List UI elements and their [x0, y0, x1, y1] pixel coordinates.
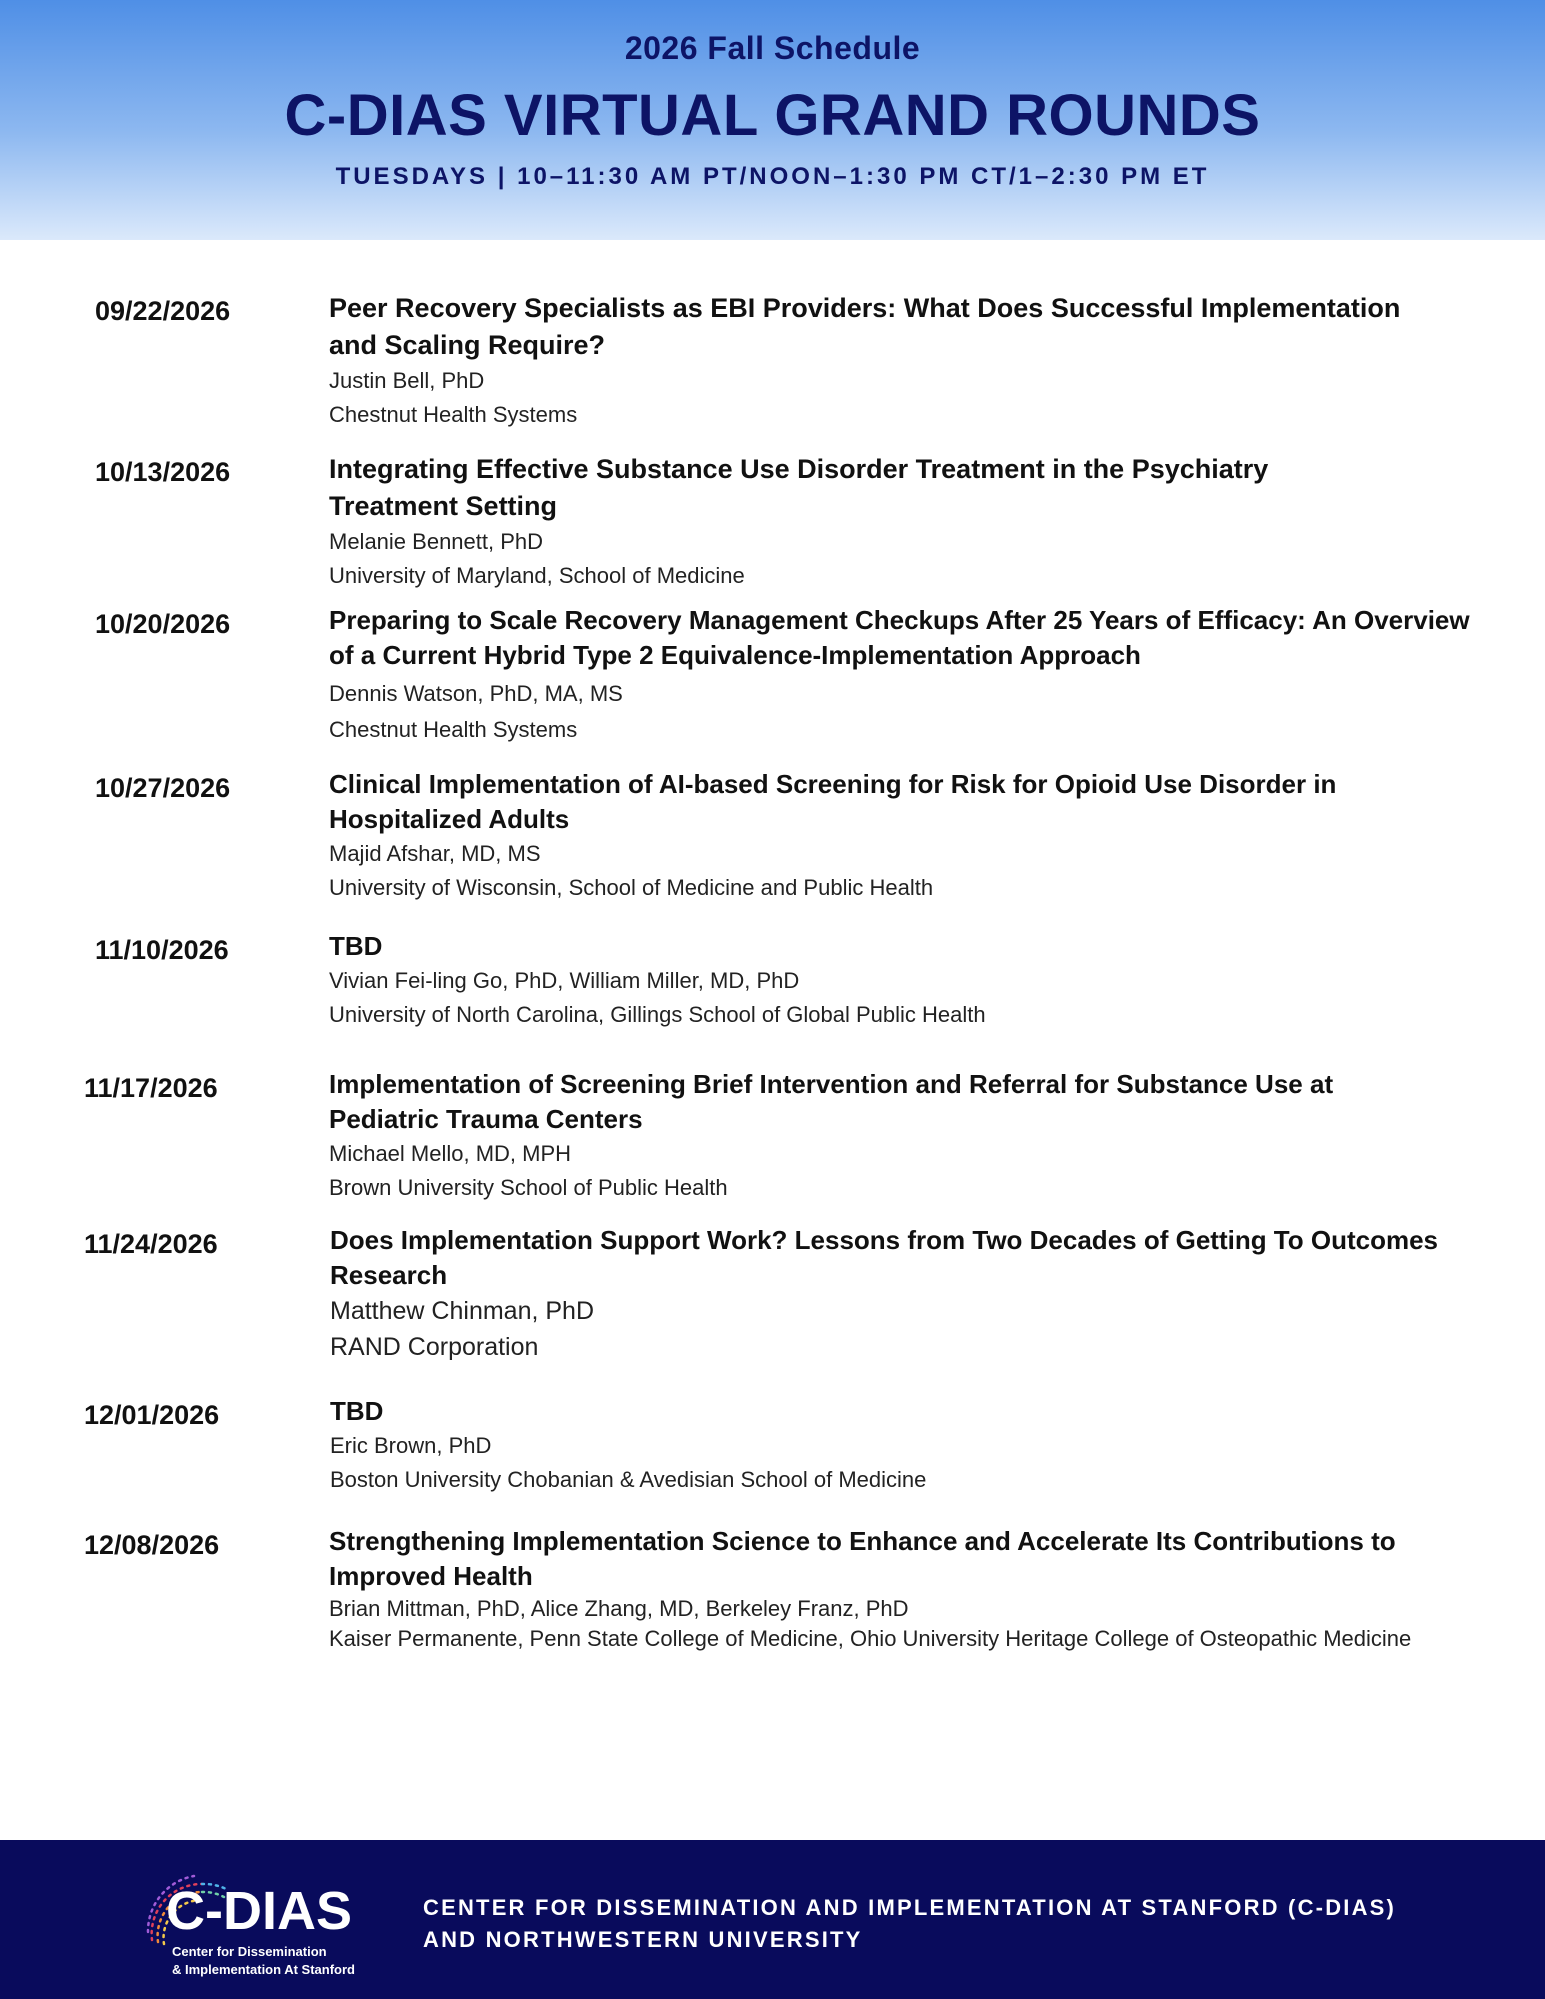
- footer-organization-text: [423, 1892, 1396, 1956]
- entry-title: [329, 1067, 1519, 1137]
- entry-title: [329, 290, 1519, 364]
- page-title: C-DIAS VIRTUAL GRAND ROUNDS: [284, 83, 1261, 148]
- entry-title-line: and Scaling Require?: [329, 330, 606, 360]
- entry-content: [330, 1223, 1520, 1365]
- entry-affiliation: University of North Carolina, Gillings School of Global Public Health: [329, 1002, 986, 1027]
- entry-title: [329, 603, 1519, 673]
- entry-title: [329, 929, 1519, 964]
- header-banner: [0, 0, 1545, 240]
- entry-date: 11/10/2026: [95, 935, 229, 965]
- entry-date: 10/27/2026: [95, 773, 231, 803]
- entry-title-line: Clinical Implementation of AI-based Screening for Risk for Opioid Use Disorder in: [329, 769, 1337, 799]
- entry-speaker: Melanie Bennett, PhD: [329, 529, 544, 554]
- entry-affiliation: University of Wisconsin, School of Medicine and Public Health: [329, 875, 934, 900]
- entry-affiliation: Chestnut Health Systems: [329, 402, 578, 427]
- entry-affiliation: University of Maryland, School of Medicine: [329, 563, 745, 588]
- entry-content: [329, 451, 1519, 593]
- entry-title-line: Does Implementation Support Work? Lessons from Two Decades of Getting To Outcomes: [330, 1225, 1439, 1255]
- entry-speaker: Majid Afshar, MD, MS: [329, 841, 541, 866]
- logo-subtitle-line: Center for Dissemination: [172, 1944, 327, 1959]
- entry-affiliation: Brown University School of Public Health: [329, 1175, 728, 1200]
- entry-title-line: TBD: [330, 1396, 384, 1426]
- entry-title: [329, 767, 1519, 837]
- entry-date: 11/17/2026: [84, 1073, 218, 1103]
- footer-text-line: CENTER FOR DISSEMINATION AND IMPLEMENTATION AT STANFORD (C-DIAS): [423, 1895, 1397, 1920]
- entry-speaker: Vivian Fei-ling Go, PhD, William Miller, MD, PhD: [329, 968, 800, 993]
- schedule-subtitle: 2026 Fall Schedule: [624, 30, 921, 66]
- entry-title-line: Hospitalized Adults: [329, 804, 570, 834]
- entry-date: 11/24/2026: [84, 1229, 218, 1259]
- entry-affiliation: Boston University Chobanian & Avedisian School of Medicine: [330, 1467, 927, 1492]
- entry-speaker: Eric Brown, PhD: [330, 1433, 492, 1458]
- entry-title-line: Pediatric Trauma Centers: [329, 1104, 643, 1134]
- entry-title-line: Implementation of Screening Brief Intervention and Referral for Substance Use at: [329, 1069, 1334, 1099]
- entry-title-line: Improved Health: [329, 1561, 533, 1591]
- entry-speaker: Michael Mello, MD, MPH: [329, 1141, 572, 1166]
- entry-speaker: Dennis Watson, PhD, MA, MS: [329, 681, 623, 706]
- entry-date: 10/20/2026: [95, 609, 231, 639]
- entry-title-line: Treatment Setting: [329, 491, 558, 521]
- logo-subtitle: [172, 1943, 355, 1979]
- entry-date: 12/08/2026: [84, 1530, 220, 1560]
- entry-title: [329, 451, 1519, 525]
- entry-title-line: Strengthening Implementation Science to Enhance and Accelerate Its Contributions to: [329, 1526, 1396, 1556]
- entry-date: 09/22/2026: [95, 296, 231, 326]
- entry-content: [329, 929, 1519, 1032]
- entry-title-line: Peer Recovery Specialists as EBI Providers: What Does Successful Implementation: [329, 293, 1401, 323]
- entry-content: [329, 1524, 1519, 1654]
- entry-content: [330, 1394, 1520, 1497]
- entry-content: [329, 767, 1519, 905]
- c-dias-logo: [138, 1862, 378, 1982]
- entry-affiliation: RAND Corporation: [330, 1333, 539, 1361]
- entry-affiliation: Chestnut Health Systems: [329, 717, 578, 742]
- entry-title-line: Research: [330, 1260, 448, 1290]
- entry-content: [329, 603, 1519, 747]
- session-times: TUESDAYS | 10–11:30 AM PT/NOON–1:30 PM CT/1–2:30 PM ET: [335, 163, 1210, 190]
- logo-subtitle-line: & Implementation At Stanford: [172, 1962, 355, 1977]
- entry-speaker: Brian Mittman, PhD, Alice Zhang, MD, Berkeley Franz, PhD: [329, 1596, 909, 1621]
- entry-title-line: Integrating Effective Substance Use Disorder Treatment in the Psychiatry: [329, 454, 1269, 484]
- entry-title: [330, 1394, 1520, 1429]
- logo-wordmark: C-DIAS: [166, 1881, 352, 1941]
- entry-title-line: TBD: [329, 931, 383, 961]
- entry-date: 12/01/2026: [84, 1400, 220, 1430]
- entry-title-line: Preparing to Scale Recovery Management Checkups After 25 Years of Efficacy: An Overview: [329, 605, 1470, 635]
- footer-banner: [0, 1840, 1545, 1999]
- entry-title: [329, 1524, 1519, 1594]
- entry-content: [329, 290, 1519, 432]
- entry-affiliation: Kaiser Permanente, Penn State College of Medicine, Ohio University Heritage College of Osteopathic Medicine: [329, 1626, 1412, 1651]
- entry-date: 10/13/2026: [95, 457, 231, 487]
- entry-title-line: of a Current Hybrid Type 2 Equivalence-Implementation Approach: [329, 640, 1141, 670]
- entry-speaker: Justin Bell, PhD: [329, 368, 485, 393]
- footer-text-line: AND NORTHWESTERN UNIVERSITY: [423, 1927, 863, 1952]
- entry-title: [330, 1223, 1520, 1293]
- entry-speaker: Matthew Chinman, PhD: [330, 1297, 595, 1325]
- entry-content: [329, 1067, 1519, 1205]
